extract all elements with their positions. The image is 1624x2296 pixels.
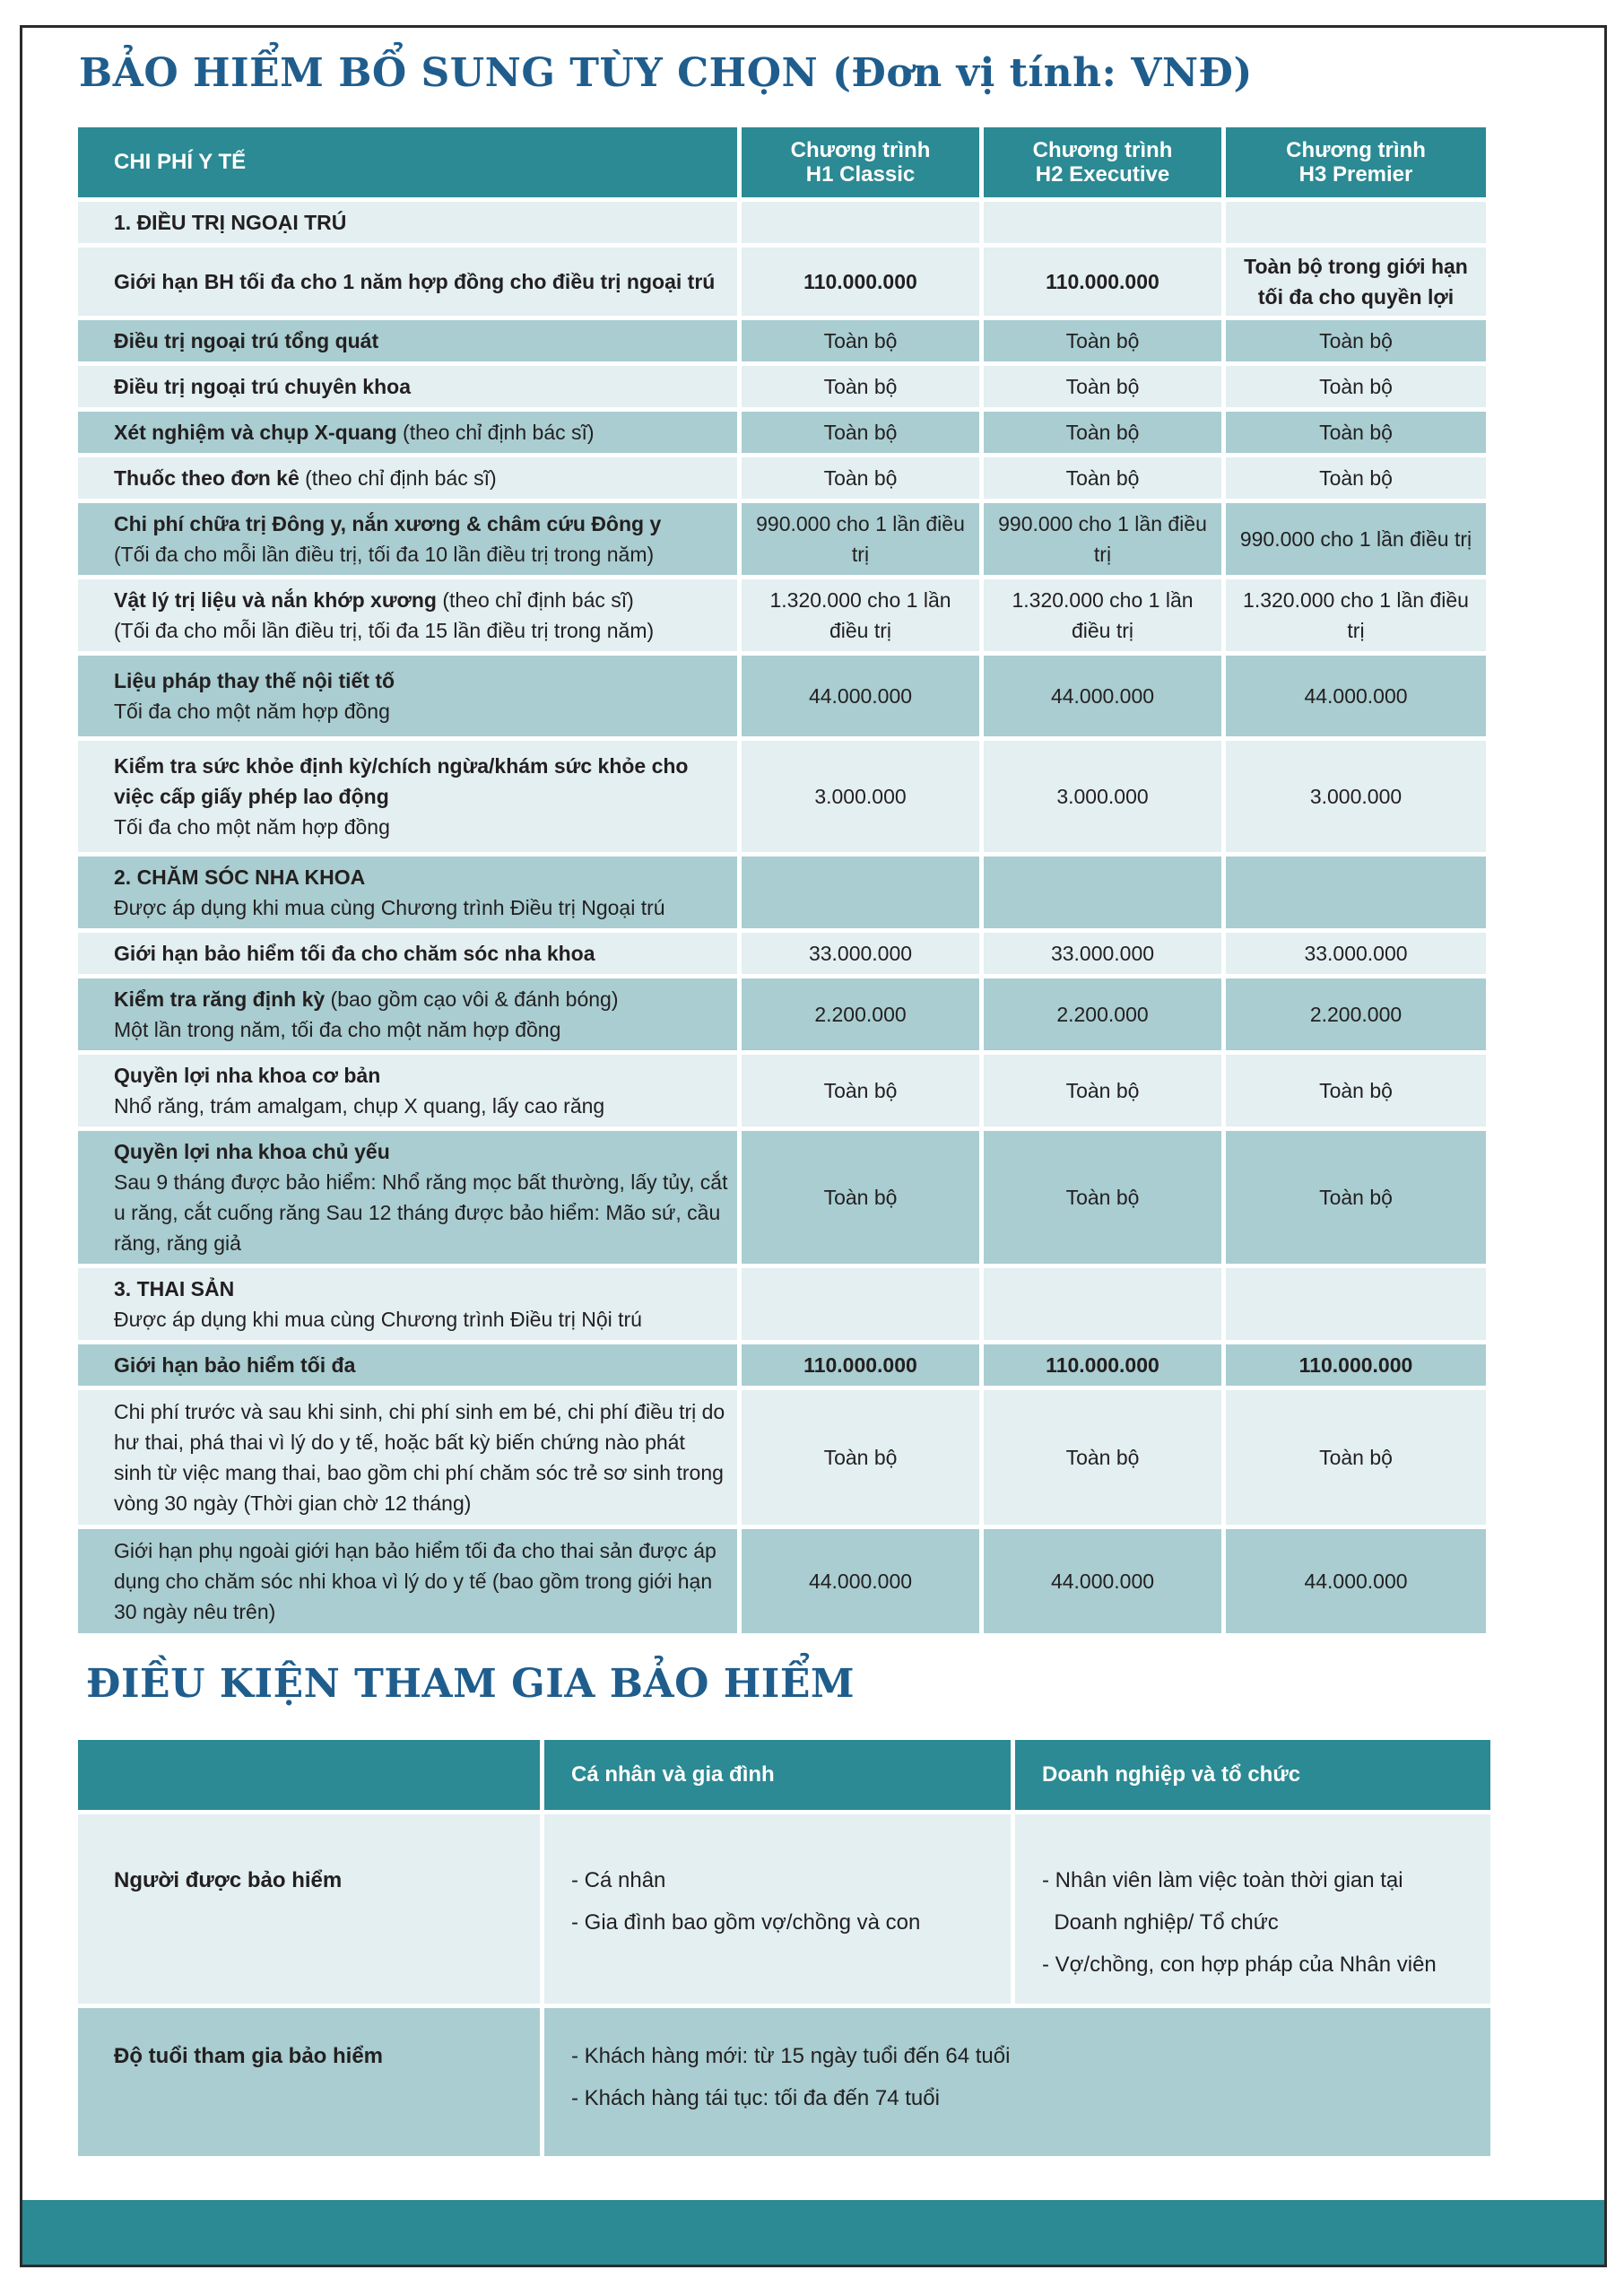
plan-value-h2: 1.320.000 cho 1 lần điều trị bbox=[984, 579, 1221, 651]
age-eligibility-label: Độ tuổi tham gia bảo hiểm bbox=[78, 2008, 540, 2156]
plan-value-h2: 3.000.000 bbox=[984, 741, 1221, 852]
age-eligibility-line: - Khách hàng mới: từ 15 ngày tuổi đến 64 tuổi bbox=[571, 2044, 1011, 2068]
table-row bbox=[78, 1390, 1486, 1525]
benefit-subtext: Nhổ răng, trám amalgam, chụp X quang, lấy cao răng bbox=[114, 1094, 605, 1118]
plan-value-h1: Toàn bộ bbox=[742, 366, 979, 407]
insured-corporate-line: Doanh nghiệp/ Tổ chức bbox=[1042, 1910, 1279, 1935]
benefit-label-cell bbox=[78, 503, 737, 575]
insured-person-label: Người được bảo hiểm bbox=[78, 1814, 540, 2004]
benefit-label-cell bbox=[78, 656, 737, 736]
benefits-table bbox=[74, 123, 1490, 1638]
benefit-label-cell bbox=[78, 1529, 737, 1633]
table-row bbox=[78, 320, 1486, 361]
plan-value-h3: 990.000 cho 1 lần điều trị bbox=[1226, 503, 1486, 575]
insured-corporate-cell bbox=[1015, 1814, 1490, 2004]
header-medical-costs: CHI PHÍ Y TẾ bbox=[78, 127, 737, 197]
table-row bbox=[78, 457, 1486, 499]
plan-value-h1: Toàn bộ bbox=[742, 1055, 979, 1126]
benefit-name: Quyền lợi nha khoa cơ bản bbox=[114, 1064, 381, 1087]
section-heading: 1. ĐIỀU TRỊ NGOẠI TRÚ bbox=[114, 211, 347, 234]
plan-value-h1: Toàn bộ bbox=[742, 457, 979, 499]
plan-value-h2: 44.000.000 bbox=[984, 1529, 1221, 1633]
benefit-label-cell bbox=[78, 1131, 737, 1264]
plan-value-h2: Toàn bộ bbox=[984, 412, 1221, 453]
plan-value-h1: Toàn bộ bbox=[742, 412, 979, 453]
benefit-label-cell bbox=[78, 978, 737, 1050]
plan-value-h3 bbox=[1226, 857, 1486, 928]
benefit-label-cell bbox=[78, 457, 737, 499]
benefit-name: Giới hạn bảo hiểm tối đa bbox=[114, 1353, 356, 1377]
benefit-label-cell bbox=[78, 412, 737, 453]
benefit-subtext: Một lần trong năm, tối đa cho một năm hợp đồng bbox=[114, 1018, 561, 1041]
table-row bbox=[78, 412, 1486, 453]
benefit-name: Thuốc theo đơn kê bbox=[114, 466, 300, 490]
plan-value-h1: 2.200.000 bbox=[742, 978, 979, 1050]
benefit-subtext: Tối đa cho một năm hợp đồng bbox=[114, 700, 390, 723]
plan-value-h1 bbox=[742, 857, 979, 928]
eligibility-header-blank bbox=[78, 1740, 540, 1810]
plan-value-h3: Toàn bộ bbox=[1226, 1055, 1486, 1126]
plan-value-h3: 3.000.000 bbox=[1226, 741, 1486, 852]
plan-value-h2 bbox=[984, 202, 1221, 243]
table-row bbox=[78, 1268, 1486, 1340]
footer-band bbox=[22, 2200, 1604, 2265]
benefit-note: Chi phí trước và sau khi sinh, chi phí sinh em bé, chi phí điều trị do hư thai, phá thai vì lý do y tế, hoặc bất kỳ biến chứng nào phát sinh từ việc mang thai, bao gồm chi phí chăm sóc trẻ sơ sinh trong vòng 30 ngày (Thời gian chờ 12 tháng) bbox=[114, 1400, 725, 1515]
plan-value-h3: Toàn bộ bbox=[1226, 457, 1486, 499]
benefit-name: Giới hạn bảo hiểm tối đa cho chăm sóc nha khoa bbox=[114, 942, 595, 965]
benefit-note: (bao gồm cạo vôi & đánh bóng) bbox=[325, 987, 619, 1011]
benefit-name: Quyền lợi nha khoa chủ yếu bbox=[114, 1140, 390, 1163]
plan-value-h2: 110.000.000 bbox=[984, 248, 1221, 316]
plan-value-h1: 44.000.000 bbox=[742, 1529, 979, 1633]
benefit-label-cell bbox=[78, 366, 737, 407]
benefit-name: Điều trị ngoại trú tổng quát bbox=[114, 329, 379, 352]
benefit-label-cell bbox=[78, 741, 737, 852]
insured-individual-cell bbox=[544, 1814, 1011, 2004]
plan-value-h3: 44.000.000 bbox=[1226, 1529, 1486, 1633]
benefit-label-cell bbox=[78, 1390, 737, 1525]
insured-individual-line: - Gia đình bao gồm vợ/chồng và con bbox=[571, 1910, 921, 1935]
plan-value-h2: Toàn bộ bbox=[984, 1390, 1221, 1525]
benefit-label-cell bbox=[78, 248, 737, 316]
eligibility-title: ĐIỀU KIỆN THAM GIA BẢO HIỂM bbox=[86, 1661, 855, 1707]
benefit-name: Giới hạn BH tối đa cho 1 năm hợp đồng cho điều trị ngoại trú bbox=[114, 270, 716, 293]
benefit-name: Vật lý trị liệu và nắn khớp xương bbox=[114, 588, 437, 612]
plan-value-h1 bbox=[742, 1268, 979, 1340]
plan-value-h3: Toàn bộ trong giới hạn tối đa cho quyền lợi bbox=[1226, 248, 1486, 316]
table-row bbox=[78, 1529, 1486, 1633]
benefit-label-cell bbox=[78, 933, 737, 974]
benefit-subtext: Tối đa cho một năm hợp đồng bbox=[114, 815, 390, 839]
plan-value-h1: 1.320.000 cho 1 lần điều trị bbox=[742, 579, 979, 651]
plan-value-h3: Toàn bộ bbox=[1226, 366, 1486, 407]
table-row bbox=[78, 248, 1486, 316]
benefit-name: Chi phí chữa trị Đông y, nắn xương & châm cứu Đông y bbox=[114, 512, 662, 535]
plan-value-h3: Toàn bộ bbox=[1226, 320, 1486, 361]
plan-value-h3: Toàn bộ bbox=[1226, 1390, 1486, 1525]
plan-value-h3 bbox=[1226, 202, 1486, 243]
benefit-note: (theo chỉ định bác sĩ) bbox=[436, 588, 634, 612]
plan-value-h1: 990.000 cho 1 lần điều trị bbox=[742, 503, 979, 575]
table-row bbox=[78, 1131, 1486, 1264]
plan-value-h1: Toàn bộ bbox=[742, 320, 979, 361]
table-row bbox=[78, 366, 1486, 407]
header-plan-h3: Chương trình H3 Premier bbox=[1226, 127, 1486, 197]
benefit-note: (theo chỉ định bác sĩ) bbox=[396, 421, 595, 444]
plan-value-h3: 110.000.000 bbox=[1226, 1344, 1486, 1386]
age-eligibility-cell bbox=[544, 2008, 1490, 2156]
plan-value-h1: Toàn bộ bbox=[742, 1131, 979, 1264]
benefit-label-cell bbox=[78, 1344, 737, 1386]
section-heading-cell bbox=[78, 1268, 737, 1340]
benefit-subtext: (Tối đa cho mỗi lần điều trị, tối đa 10 lần điều trị trong năm) bbox=[114, 543, 655, 566]
plan-value-h2 bbox=[984, 857, 1221, 928]
section-heading: 3. THAI SẢN bbox=[114, 1277, 235, 1300]
benefit-name: Kiểm tra sức khỏe định kỳ/chích ngừa/khám sức khỏe cho việc cấp giấy phép lao động bbox=[114, 754, 689, 808]
plan-value-h3: 33.000.000 bbox=[1226, 933, 1486, 974]
plan-value-h1 bbox=[742, 202, 979, 243]
table-row bbox=[78, 741, 1486, 852]
table-row bbox=[78, 503, 1486, 575]
benefit-rows bbox=[78, 202, 1486, 1633]
benefit-note: Giới hạn phụ ngoài giới hạn bảo hiểm tối đa cho thai sản được áp dụng cho chăm sóc nhi khoa vì lý do y tế (bao gồm trong giới hạn 30 ngày nêu trên) bbox=[114, 1539, 716, 1623]
plan-value-h2: Toàn bộ bbox=[984, 320, 1221, 361]
plan-value-h1: Toàn bộ bbox=[742, 1390, 979, 1525]
plan-value-h2 bbox=[984, 1268, 1221, 1340]
insured-corporate-line: - Nhân viên làm việc toàn thời gian tại bbox=[1042, 1868, 1403, 1892]
plan-value-h3 bbox=[1226, 1268, 1486, 1340]
benefit-subtext: (Tối đa cho mỗi lần điều trị, tối đa 15 lần điều trị trong năm) bbox=[114, 619, 655, 642]
plan-value-h2: 110.000.000 bbox=[984, 1344, 1221, 1386]
table-row bbox=[78, 656, 1486, 736]
eligibility-header-individual: Cá nhân và gia đình bbox=[544, 1740, 1011, 1810]
benefit-subtext: Được áp dụng khi mua cùng Chương trình Điều trị Nội trú bbox=[114, 1308, 642, 1331]
benefit-label-cell bbox=[78, 579, 737, 651]
plan-value-h3: Toàn bộ bbox=[1226, 412, 1486, 453]
benefit-subtext: Sau 9 tháng được bảo hiểm: Nhổ răng mọc bất thường, lấy tủy, cắt u răng, cắt cuống răng Sau 12 tháng được bảo hiểm: Mão sứ, cầu răng, răng giả bbox=[114, 1170, 728, 1255]
insured-individual-line: - Cá nhân bbox=[571, 1868, 666, 1892]
header-plan-h2: Chương trình H2 Executive bbox=[984, 127, 1221, 197]
insured-corporate-line: - Vợ/chồng, con hợp pháp của Nhân viên bbox=[1042, 1952, 1437, 1977]
section-heading: 2. CHĂM SÓC NHA KHOA bbox=[114, 865, 366, 889]
plan-value-h2: 2.200.000 bbox=[984, 978, 1221, 1050]
plan-value-h3: 2.200.000 bbox=[1226, 978, 1486, 1050]
section-heading-cell bbox=[78, 857, 737, 928]
benefit-name: Điều trị ngoại trú chuyên khoa bbox=[114, 375, 411, 398]
benefit-subtext: Được áp dụng khi mua cùng Chương trình Điều trị Ngoại trú bbox=[114, 896, 665, 919]
table-row bbox=[78, 202, 1486, 243]
age-eligibility-line: - Khách hàng tái tục: tối đa đến 74 tuổi bbox=[571, 2086, 940, 2110]
plan-value-h3: 44.000.000 bbox=[1226, 656, 1486, 736]
plan-value-h1: 3.000.000 bbox=[742, 741, 979, 852]
table-row bbox=[78, 579, 1486, 651]
table-row bbox=[78, 1344, 1486, 1386]
plan-value-h2: Toàn bộ bbox=[984, 366, 1221, 407]
plan-value-h2: 33.000.000 bbox=[984, 933, 1221, 974]
benefit-name: Kiểm tra răng định kỳ bbox=[114, 987, 326, 1011]
plan-value-h1: 33.000.000 bbox=[742, 933, 979, 974]
plan-value-h2: Toàn bộ bbox=[984, 457, 1221, 499]
plan-value-h2: Toàn bộ bbox=[984, 1131, 1221, 1264]
benefit-name: Xét nghiệm và chụp X-quang bbox=[114, 421, 397, 444]
plan-value-h3: Toàn bộ bbox=[1226, 1131, 1486, 1264]
benefit-label-cell bbox=[78, 1055, 737, 1126]
plan-value-h1: 110.000.000 bbox=[742, 248, 979, 316]
table-row bbox=[78, 857, 1486, 928]
table-row bbox=[78, 978, 1486, 1050]
eligibility-header-corporate: Doanh nghiệp và tổ chức bbox=[1015, 1740, 1490, 1810]
header-plan-h1: Chương trình H1 Classic bbox=[742, 127, 979, 197]
table-row bbox=[78, 1055, 1486, 1126]
benefit-name: Liệu pháp thay thế nội tiết tố bbox=[114, 669, 395, 692]
benefit-label-cell bbox=[78, 320, 737, 361]
eligibility-table bbox=[74, 1735, 1495, 2161]
plan-value-h3: 1.320.000 cho 1 lần điều trị bbox=[1226, 579, 1486, 651]
benefit-note: (theo chỉ định bác sĩ) bbox=[299, 466, 497, 490]
section-heading-cell bbox=[78, 202, 737, 243]
optional-insurance-title: BẢO HIỂM BỔ SUNG TÙY CHỌN (Đơn vị tính: VNĐ) bbox=[79, 50, 1253, 96]
plan-value-h1: 44.000.000 bbox=[742, 656, 979, 736]
plan-value-h2: 990.000 cho 1 lần điều trị bbox=[984, 503, 1221, 575]
plan-value-h2: Toàn bộ bbox=[984, 1055, 1221, 1126]
table-row bbox=[78, 933, 1486, 974]
plan-value-h1: 110.000.000 bbox=[742, 1344, 979, 1386]
plan-value-h2: 44.000.000 bbox=[984, 656, 1221, 736]
